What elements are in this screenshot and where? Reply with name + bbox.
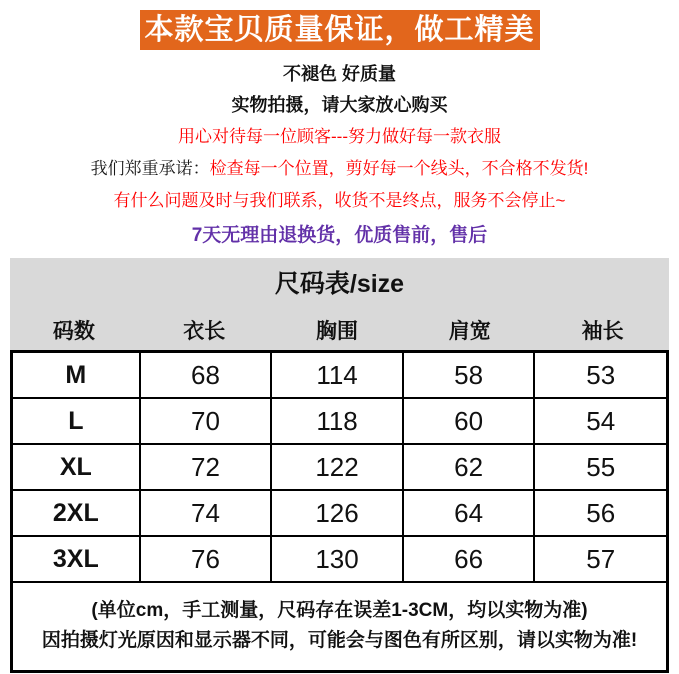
value-cell: 126: [271, 490, 403, 536]
size-cell: XL: [13, 444, 140, 490]
value-cell: 70: [140, 398, 272, 444]
value-cell: 57: [534, 536, 666, 582]
size-cell: 3XL: [13, 536, 140, 582]
column-header-length: 衣长: [183, 320, 226, 343]
value-cell: 130: [271, 536, 403, 582]
value-cell: 62: [403, 444, 535, 490]
promise-prefix: 我们郑重承诺：: [90, 159, 210, 178]
size-chart-notes: [13, 583, 666, 670]
value-cell: 118: [271, 398, 403, 444]
size-chart-table-container: [10, 350, 669, 673]
value-cell: 53: [534, 353, 666, 398]
size-cell: L: [13, 398, 140, 444]
quality-guarantee-banner: 本款宝贝质量保证，做工精美: [140, 10, 540, 50]
promo-line-no-fade: 不褪色 好质量: [282, 64, 396, 84]
promo-line-customer-care: 用心对待每一位顾客---努力做好每一款衣服: [178, 127, 501, 146]
size-chart-column-header-row: [10, 310, 669, 350]
size-chart-header: [10, 258, 669, 350]
value-cell: 72: [140, 444, 272, 490]
column-header-sleeve: 袖长: [581, 320, 624, 343]
size-table: [13, 353, 666, 583]
table-row-2xl: [13, 490, 666, 536]
promise-detail: 检查每一个位置，剪好每一个线头，不合格不发货!: [209, 159, 589, 178]
note-line-measurement: (单位cm，手工测量，尺码存在误差1-3CM，均以实物为准): [91, 600, 588, 621]
table-row-l: [13, 398, 666, 444]
table-row-m: [13, 353, 666, 398]
value-cell: 122: [271, 444, 403, 490]
value-cell: 76: [140, 536, 272, 582]
size-cell: 2XL: [13, 490, 140, 536]
value-cell: 54: [534, 398, 666, 444]
size-cell: M: [13, 353, 140, 398]
value-cell: 58: [403, 353, 535, 398]
value-cell: 60: [403, 398, 535, 444]
column-header-shoulder: 肩宽: [448, 320, 491, 343]
value-cell: 68: [140, 353, 272, 398]
value-cell: 56: [534, 490, 666, 536]
value-cell: 55: [534, 444, 666, 490]
size-chart-title: 尺码表/size: [274, 270, 405, 298]
value-cell: 66: [403, 536, 535, 582]
value-cell: 64: [403, 490, 535, 536]
promo-line-service: 有什么问题及时与我们联系，收货不是终点，服务不会停止~: [113, 191, 566, 210]
value-cell: 74: [140, 490, 272, 536]
promo-line-real-photos: 实物拍摄，请大家放心购买: [231, 95, 448, 115]
table-row-3xl: [13, 536, 666, 582]
promo-line-return-policy: 7天无理由退换货，优质售前，售后: [191, 225, 488, 246]
value-cell: 114: [271, 353, 403, 398]
column-header-chest: 胸围: [316, 320, 359, 343]
note-line-color-disclaimer: 因拍摄灯光原因和显示器不同，可能会与图色有所区别，请以实物为准!: [41, 630, 638, 651]
table-row-xl: [13, 444, 666, 490]
column-header-size: 码数: [52, 320, 95, 343]
promo-line-promise: [0, 158, 679, 179]
promo-text-block: [0, 63, 679, 248]
